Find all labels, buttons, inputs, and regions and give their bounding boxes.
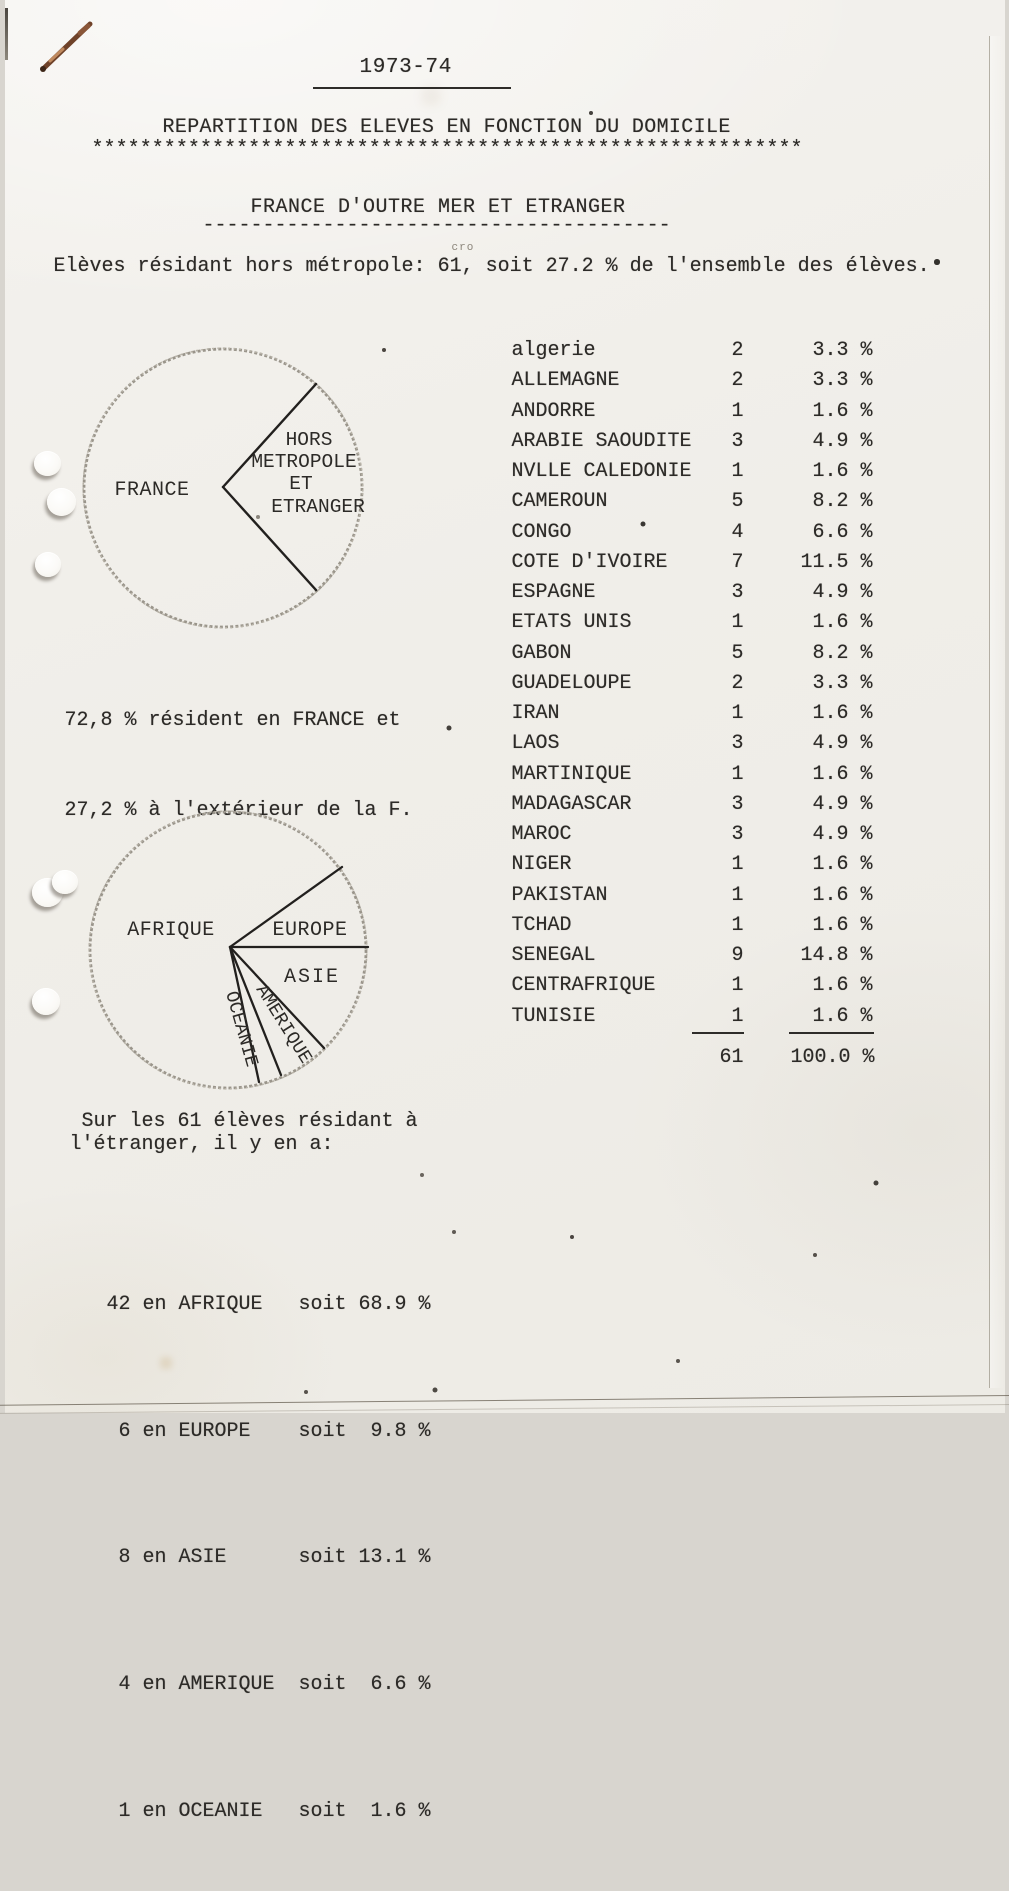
scanned-document-page	[5, 0, 1005, 1824]
table-cell-count: 7	[731, 550, 744, 574]
table-cell-country: ARABIE SAOUDITE	[511, 429, 692, 453]
table-total-count: 61	[719, 1046, 744, 1069]
table-cell-count: 1	[731, 883, 744, 907]
table-row	[510, 578, 875, 608]
table-cell-country: ETATS UNIS	[511, 611, 632, 635]
table-cell-percent: 3.3 %	[812, 671, 873, 695]
table-row	[510, 850, 875, 880]
table-cell-count: 1	[731, 702, 744, 725]
table-cell-country: CONGO	[511, 520, 572, 544]
table-row	[510, 366, 875, 396]
table-cell-country: NVLLE CALEDONIE	[511, 460, 692, 483]
section-subtitle: FRANCE D'OUTRE MER ET ETRANGER	[250, 196, 626, 219]
table-cell-country: PAKISTAN	[511, 883, 608, 907]
table-cell-count: 3	[731, 792, 744, 816]
continent-summary-item: 8 en ASIE soit 13.1 %	[106, 1546, 431, 1570]
table-cell-country: CENTRAFRIQUE	[511, 974, 656, 998]
table-cell-count: 5	[731, 490, 744, 514]
footer-line2: l'étranger, il y en a:	[69, 1133, 334, 1156]
table-cell-percent: 1.6 %	[812, 399, 873, 423]
table-cell-percent: 4.9 %	[812, 792, 873, 816]
table-cell-count: 1	[731, 1004, 744, 1028]
table-cell-percent: 4.9 %	[812, 823, 873, 846]
table-cell-country: TCHAD	[511, 913, 572, 937]
pie1-note-line1: 72,8 % résident en FRANCE et	[64, 709, 401, 732]
table-cell-percent: 1.6 %	[812, 702, 873, 725]
table-cell-count: 5	[731, 641, 744, 665]
pie-chart-france	[63, 328, 383, 648]
table-cell-country: MARTINIQUE	[511, 762, 632, 786]
table-cell-percent: 14.8 %	[800, 944, 873, 967]
table-cell-count: 1	[731, 913, 744, 937]
slice-label-amerique: AMERIQUE	[250, 981, 316, 1068]
continent-summary-item: 4 en AMERIQUE soit 6.6 %	[106, 1673, 431, 1697]
table-cell-count: 1	[731, 611, 744, 635]
table-cell-count: 3	[731, 429, 744, 453]
table-cell-country: SENEGAL	[511, 944, 596, 967]
table-cell-count: 3	[731, 732, 744, 756]
table-cell-country: MAROC	[511, 823, 572, 846]
table-row	[510, 457, 875, 487]
table-cell-percent: 4.9 %	[812, 732, 873, 756]
table-cell-count: 3	[731, 581, 744, 604]
table-cell-count: 2	[731, 369, 744, 393]
slice-label-oceanie: OCEANIE	[219, 988, 262, 1070]
table-row	[510, 518, 875, 548]
continent-summary-list	[107, 1162, 431, 1891]
scan-specks	[5, 0, 7, 2]
table-row	[510, 911, 875, 941]
pie-chart-continents	[63, 785, 393, 1115]
continent-summary-item: 6 en EUROPE soit 9.8 %	[106, 1419, 431, 1443]
table-row	[510, 397, 875, 427]
table-row	[510, 487, 875, 517]
table-cell-country: NIGER	[511, 853, 572, 877]
table-row	[510, 639, 875, 669]
table-cell-count: 1	[731, 853, 744, 877]
page-title: REPARTITION DES ELEVES EN FONCTION DU DOMICILE	[162, 116, 731, 139]
table-cell-percent: 8.2 %	[812, 641, 873, 665]
table-cell-count: 3	[731, 823, 744, 846]
table-cell-country: MADAGASCAR	[511, 792, 632, 816]
table-cell-country: algerie	[511, 339, 596, 362]
slice-label-hors-metropole-line3: ET	[288, 473, 313, 495]
table-cell-count: 2	[731, 339, 744, 362]
table-row	[510, 820, 875, 850]
table-row	[510, 760, 875, 790]
table-cell-country: GUADELOUPE	[511, 671, 632, 695]
table-cell-percent: 11.5 %	[800, 550, 873, 574]
table-cell-country: CAMEROUN	[511, 490, 608, 514]
table-cell-country: GABON	[511, 641, 572, 665]
slice-label-europe: EUROPE	[271, 919, 348, 942]
table-row	[510, 669, 875, 699]
table-cell-country: ESPAGNE	[511, 581, 596, 604]
table-cell-percent: 1.6 %	[812, 974, 873, 998]
table-cell-percent: 1.6 %	[812, 1004, 873, 1028]
table-cell-count: 9	[731, 944, 744, 967]
table-cell-country: COTE D'IVOIRE	[511, 550, 668, 574]
subtitle-underline-dashes: ---------------------------------------	[202, 214, 671, 237]
slice-label-hors-metropole-line4: ETRANGER	[270, 496, 365, 518]
slice-label-hors-metropole-line2: METROPOLE	[250, 451, 357, 473]
pie1-note-line2: 27,2 % à l'extérieur de la F.	[64, 799, 413, 822]
table-row	[510, 427, 875, 457]
table-cell-count: 2	[731, 671, 744, 695]
table-cell-percent: 1.6 %	[812, 460, 873, 483]
table-cell-percent: 1.6 %	[812, 913, 873, 937]
table-cell-country: IRAN	[511, 702, 560, 725]
table-cell-percent: 3.3 %	[812, 369, 873, 393]
slice-label-asie: ASIE	[283, 966, 340, 989]
table-cell-country: LAOS	[511, 732, 560, 756]
title-underline-stars: ***********************************************************	[91, 138, 803, 161]
page-year: 1973-74	[359, 56, 452, 79]
total-separator-percent	[789, 1032, 874, 1034]
table-cell-country: ALLEMAGNE	[511, 369, 620, 393]
table-cell-percent: 6.6 %	[812, 520, 873, 544]
table-cell-country: TUNISIE	[511, 1004, 596, 1028]
table-cell-count: 1	[731, 974, 744, 998]
table-cell-percent: 4.9 %	[812, 429, 873, 453]
hole-punch	[32, 988, 60, 1015]
year-underline	[313, 87, 511, 89]
ink-smudge: cro	[451, 242, 475, 254]
table-cell-percent: 1.6 %	[812, 853, 873, 877]
paper-fastener-pin	[30, 14, 110, 82]
table-row	[510, 548, 875, 578]
table-cell-percent: 1.6 %	[812, 883, 873, 907]
footer-line1: Sur les 61 élèves résidant à	[81, 1110, 418, 1133]
table-row	[510, 941, 875, 971]
table-cell-count: 4	[731, 520, 744, 544]
table-total-percent: 100.0 %	[790, 1046, 875, 1069]
slice-label-afrique: AFRIQUE	[126, 919, 215, 942]
table-row	[510, 881, 875, 911]
table-cell-count: 1	[731, 460, 744, 483]
table-row	[510, 729, 875, 759]
table-cell-percent: 1.6 %	[812, 762, 873, 786]
scan-edge-artifact	[5, 8, 9, 60]
table-row	[510, 1002, 875, 1032]
total-separator-count	[692, 1032, 744, 1034]
continent-summary-item: 42 en AFRIQUE soit 68.9 %	[106, 1292, 431, 1316]
table-cell-count: 1	[731, 762, 744, 786]
slice-label-france: FRANCE	[113, 479, 190, 502]
table-row	[510, 699, 875, 729]
table-cell-country: ANDORRE	[511, 399, 596, 423]
intro-sentence: Elèves résidant hors métropole: 61, soit 27.2 % de l'ensemble des élèves.	[53, 255, 930, 278]
slice-label-hors-metropole-line1: HORS	[285, 429, 332, 451]
table-row	[510, 971, 875, 1001]
continent-summary-item: 1 en OCEANIE soit 1.6 %	[106, 1800, 431, 1824]
table-cell-percent: 8.2 %	[812, 490, 873, 514]
hole-punch	[35, 552, 61, 577]
table-row	[510, 790, 875, 820]
table-cell-percent: 1.6 %	[812, 611, 873, 635]
page-edge-right	[989, 36, 1004, 1388]
table-cell-percent: 4.9 %	[812, 581, 873, 604]
hole-punch	[34, 451, 61, 476]
table-row	[510, 608, 875, 638]
table-cell-percent: 3.3 %	[812, 339, 873, 362]
country-table	[510, 336, 875, 1032]
table-row	[510, 336, 875, 366]
table-cell-count: 1	[731, 399, 744, 423]
